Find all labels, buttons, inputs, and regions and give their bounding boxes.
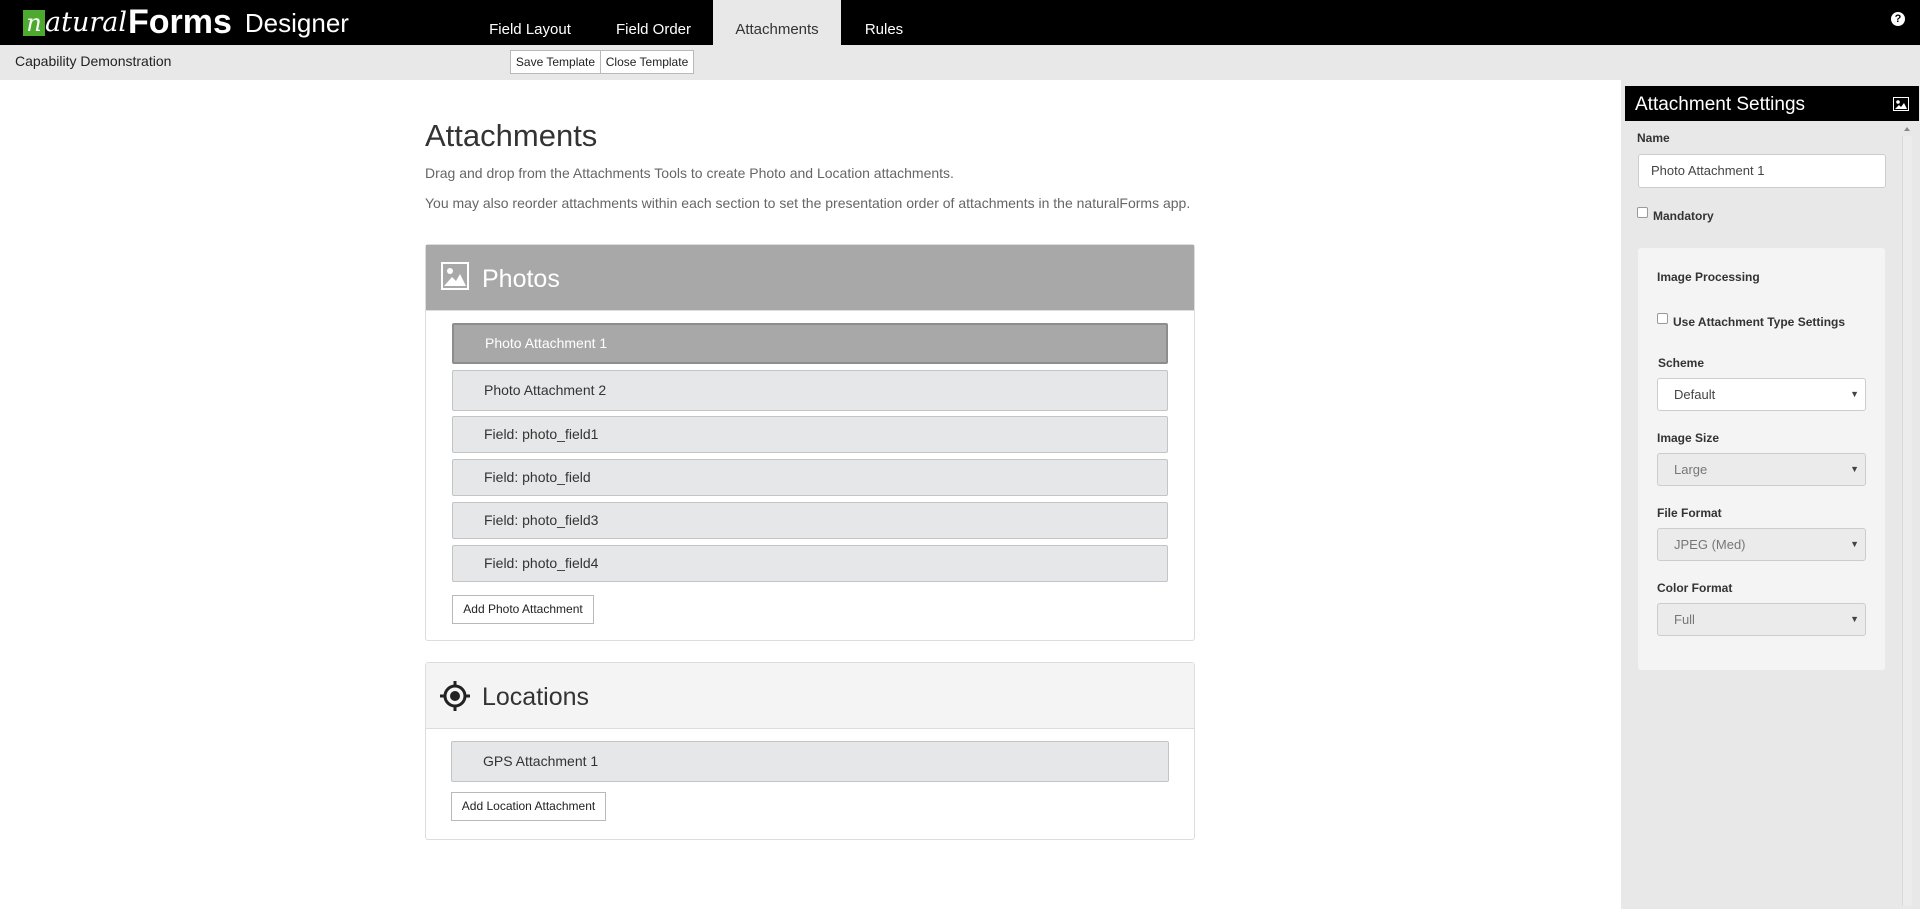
top-nav-bar	[0, 0, 1920, 45]
close-template-button[interactable]: Close Template	[600, 50, 694, 74]
naturalforms-logo	[23, 4, 349, 40]
color-format-select-value: Full	[1674, 612, 1695, 627]
tab-attachments[interactable]: Attachments	[713, 0, 841, 45]
file-format-select[interactable]	[1657, 528, 1866, 561]
image-processing-heading: Image Processing	[1657, 270, 1760, 284]
save-template-button[interactable]: Save Template	[510, 50, 601, 74]
use-attachment-type-settings-checkbox[interactable]	[1657, 313, 1668, 324]
locations-section-header	[426, 663, 1194, 729]
help-icon[interactable]: ?	[1891, 12, 1905, 26]
tab-rules[interactable]: Rules	[864, 21, 904, 38]
photo-attachment-item[interactable]: Photo Attachment 1	[452, 323, 1168, 364]
image-icon[interactable]	[1893, 97, 1909, 111]
chevron-down-icon: ▼	[1850, 389, 1859, 399]
scroll-up-arrow-icon[interactable]	[1904, 127, 1910, 131]
image-size-select[interactable]	[1657, 453, 1866, 486]
logo-n-mark: n	[23, 10, 45, 36]
file-format-label: File Format	[1657, 506, 1722, 520]
image-size-label: Image Size	[1657, 431, 1720, 445]
color-format-select[interactable]	[1657, 603, 1866, 636]
template-name: Capability Demonstration	[15, 53, 172, 69]
use-attachment-type-settings-label: Use Attachment Type Settings	[1673, 315, 1846, 329]
photos-section-header	[426, 245, 1194, 311]
name-label: Name	[1637, 131, 1670, 145]
logo-natural-text: atural	[45, 7, 127, 38]
tab-field-layout[interactable]: Field Layout	[489, 21, 571, 38]
settings-scrollbar[interactable]	[1901, 121, 1913, 909]
scheme-select-value: Default	[1674, 387, 1716, 402]
mandatory-checkbox[interactable]	[1637, 207, 1648, 218]
photo-attachment-item[interactable]: Field: photo_field	[452, 459, 1168, 496]
add-photo-attachment-button[interactable]: Add Photo Attachment	[452, 595, 594, 624]
file-format-select-value: JPEG (Med)	[1674, 537, 1746, 552]
location-attachment-item[interactable]: GPS Attachment 1	[451, 741, 1169, 782]
logo-forms-text: Forms	[127, 3, 232, 41]
photos-section-title: Photos	[482, 265, 560, 293]
settings-panel-header	[1625, 86, 1919, 121]
image-size-select-value: Large	[1674, 462, 1708, 477]
photo-attachment-item[interactable]: Field: photo_field4	[452, 545, 1168, 582]
photo-attachment-item[interactable]: Field: photo_field3	[452, 502, 1168, 539]
scroll-thumb[interactable]	[1902, 136, 1912, 906]
scheme-select[interactable]	[1657, 378, 1866, 411]
page-title: Attachments	[425, 118, 598, 153]
chevron-down-icon: ▼	[1850, 539, 1859, 549]
photo-attachment-item[interactable]: Photo Attachment 2	[452, 370, 1168, 411]
crosshair-icon	[440, 681, 470, 711]
locations-section-title: Locations	[482, 683, 590, 711]
template-toolbar	[0, 45, 1920, 80]
attachment-name-input[interactable]: Photo Attachment 1	[1638, 154, 1886, 188]
photos-section	[425, 244, 1195, 641]
add-location-attachment-button[interactable]: Add Location Attachment	[451, 792, 606, 821]
chevron-down-icon: ▼	[1850, 464, 1859, 474]
intro-text-2: You may also reorder attachments within each section to set the presentation order of attachments in the naturalForms app.	[425, 195, 1191, 211]
scheme-label: Scheme	[1658, 356, 1705, 370]
settings-panel-title: Attachment Settings	[1635, 94, 1806, 115]
mandatory-label: Mandatory	[1653, 209, 1714, 223]
color-format-label: Color Format	[1657, 581, 1733, 595]
chevron-down-icon: ▼	[1850, 614, 1859, 624]
image-icon	[441, 262, 469, 290]
intro-text-1: Drag and drop from the Attachments Tools to create Photo and Location attachments.	[425, 165, 954, 181]
logo-designer-text: Designer	[244, 8, 349, 38]
locations-section	[425, 662, 1195, 840]
photo-attachment-item[interactable]: Field: photo_field1	[452, 416, 1168, 453]
tab-field-order[interactable]: Field Order	[615, 21, 692, 38]
